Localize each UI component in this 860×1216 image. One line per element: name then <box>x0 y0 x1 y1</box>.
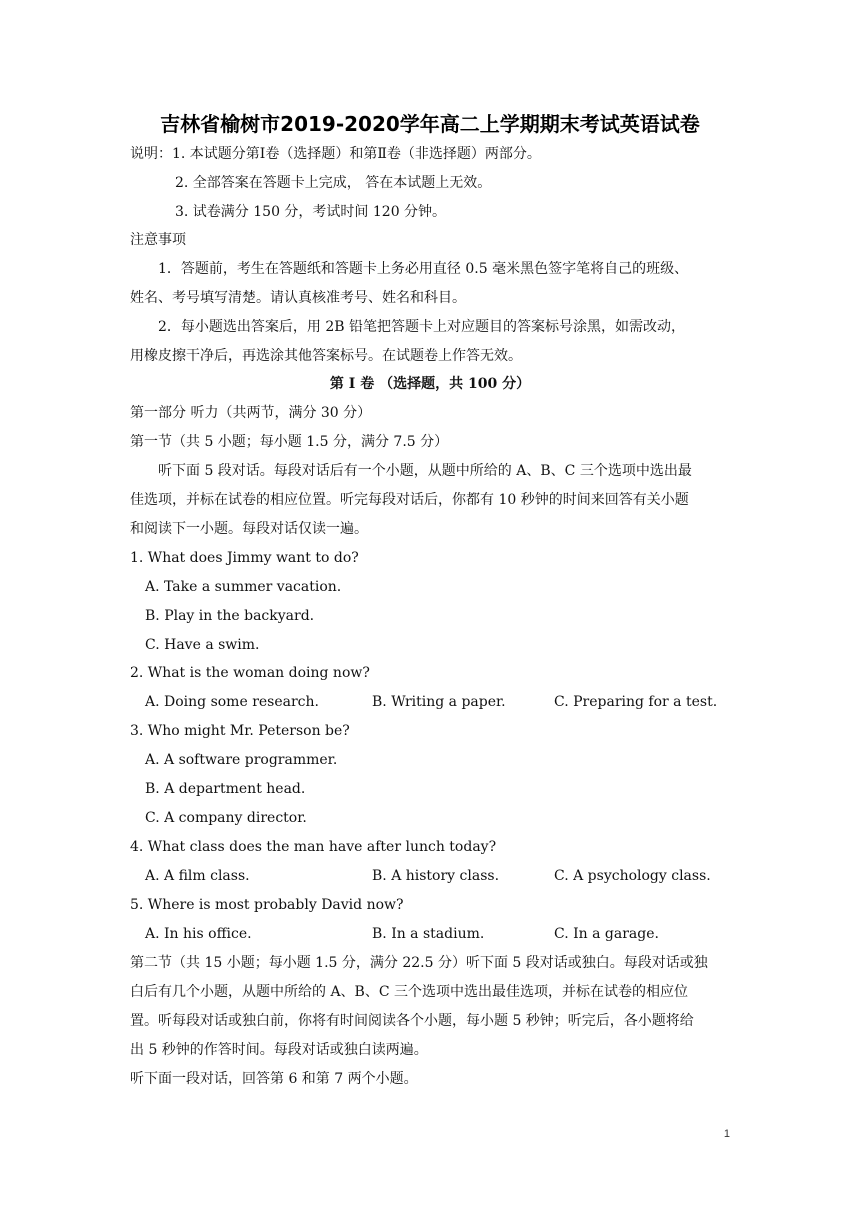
question-1-option-a: A. Take a summer vacation. <box>145 579 342 595</box>
section1-desc-line-1: 听下面 5 段对话。每段对话后有一个小题，从题中所给的 A、B、C 三个选项中选出最 <box>158 463 692 479</box>
instructions-line-1: 说明：1. 本试题分第Ⅰ卷（选择题）和第Ⅱ卷（非选择题）两部分。 <box>130 146 541 162</box>
instructions-line-2: 2. 全部答案在答题卡上完成， 答在本试题上无效。 <box>175 175 492 191</box>
page-number: 1 <box>723 1128 730 1140</box>
instructions-line-3: 3. 试卷满分 150 分，考试时间 120 分钟。 <box>175 204 447 220</box>
question-2-option-b: B. Writing a paper. <box>372 694 506 710</box>
notice-item-1-line-2: 姓名、考号填写清楚。请认真核准考号、姓名和科目。 <box>130 290 466 306</box>
part1-heading: 第一部分 听力（共两节，满分 30 分） <box>130 405 372 421</box>
section2-line-3: 置。听每段对话或独白前，你将有时间阅读各个小题，每小题 5 秒钟；听完后，各小题将给 <box>130 1013 694 1029</box>
question-3-option-b: B. A department head. <box>145 781 306 797</box>
question-5-stem: 5. Where is most probably David now? <box>130 897 404 913</box>
document-title: 吉林省榆树市2019-2020学年高二上学期期末考试英语试卷 <box>160 112 700 136</box>
question-2-option-a: A. Doing some research. <box>145 694 319 710</box>
question-2-option-c: C. Preparing for a test. <box>554 694 718 710</box>
section1-desc-line-2: 佳选项，并标在试卷的相应位置。听完每段对话后，你都有 10 秒钟的时间来回答有关小题 <box>130 492 689 508</box>
section1-heading: 第一节（共 5 小题；每小题 1.5 分，满分 7.5 分） <box>130 434 449 450</box>
question-1-option-c: C. Have a swim. <box>145 637 260 653</box>
question-4-option-b: B. A history class. <box>372 868 500 884</box>
section2-line-2: 白后有几个小题，从题中所给的 A、B、C 三个选项中选出最佳选项，并标在试卷的相应位 <box>130 984 689 1000</box>
question-1-stem: 1. What does Jimmy want to do? <box>130 550 359 566</box>
notice-item-2-line-2: 用橡皮擦干净后，再选涂其他答案标号。在试题卷上作答无效。 <box>130 348 522 364</box>
notice-item-2-line-1: 2．每小题选出答案后，用 2B 铅笔把答题卡上对应题目的答案标号涂黑，如需改动， <box>158 319 686 335</box>
section2-line-1: 第二节（共 15 小题；每小题 1.5 分，满分 22.5 分）听下面 5 段对话或独白。每段对话或独 <box>130 955 708 971</box>
question-4-option-c: C. A psychology class. <box>554 868 711 884</box>
question-3-option-c: C. A company director. <box>145 810 307 826</box>
notice-heading: 注意事项 <box>130 232 186 248</box>
question-5-option-c: C. In a garage. <box>554 926 659 942</box>
question-4-option-a: A. A film class. <box>145 868 250 884</box>
question-5-option-a: A. In his office. <box>145 926 252 942</box>
volume-heading: 第 I 卷 （选择题，共 100 分） <box>329 376 531 392</box>
question-3-stem: 3. Who might Mr. Peterson be? <box>130 723 350 739</box>
section2-line-5: 听下面一段对话，回答第 6 和第 7 两个小题。 <box>130 1071 418 1087</box>
question-1-option-b: B. Play in the backyard. <box>145 608 315 624</box>
section2-line-4: 出 5 秒钟的作答时间。每段对话或独白读两遍。 <box>130 1042 428 1058</box>
question-3-option-a: A. A software programmer. <box>145 752 338 768</box>
section1-desc-line-3: 和阅读下一小题。每段对话仅读一遍。 <box>130 521 368 537</box>
question-2-stem: 2. What is the woman doing now? <box>130 665 370 681</box>
question-5-option-b: B. In a stadium. <box>372 926 485 942</box>
question-4-stem: 4. What class does the man have after lunch today? <box>130 839 497 855</box>
notice-item-1-line-1: 1．答题前，考生在答题纸和答题卡上务必用直径 0.5 毫米黑色签字笔将自己的班级、 <box>158 261 689 277</box>
